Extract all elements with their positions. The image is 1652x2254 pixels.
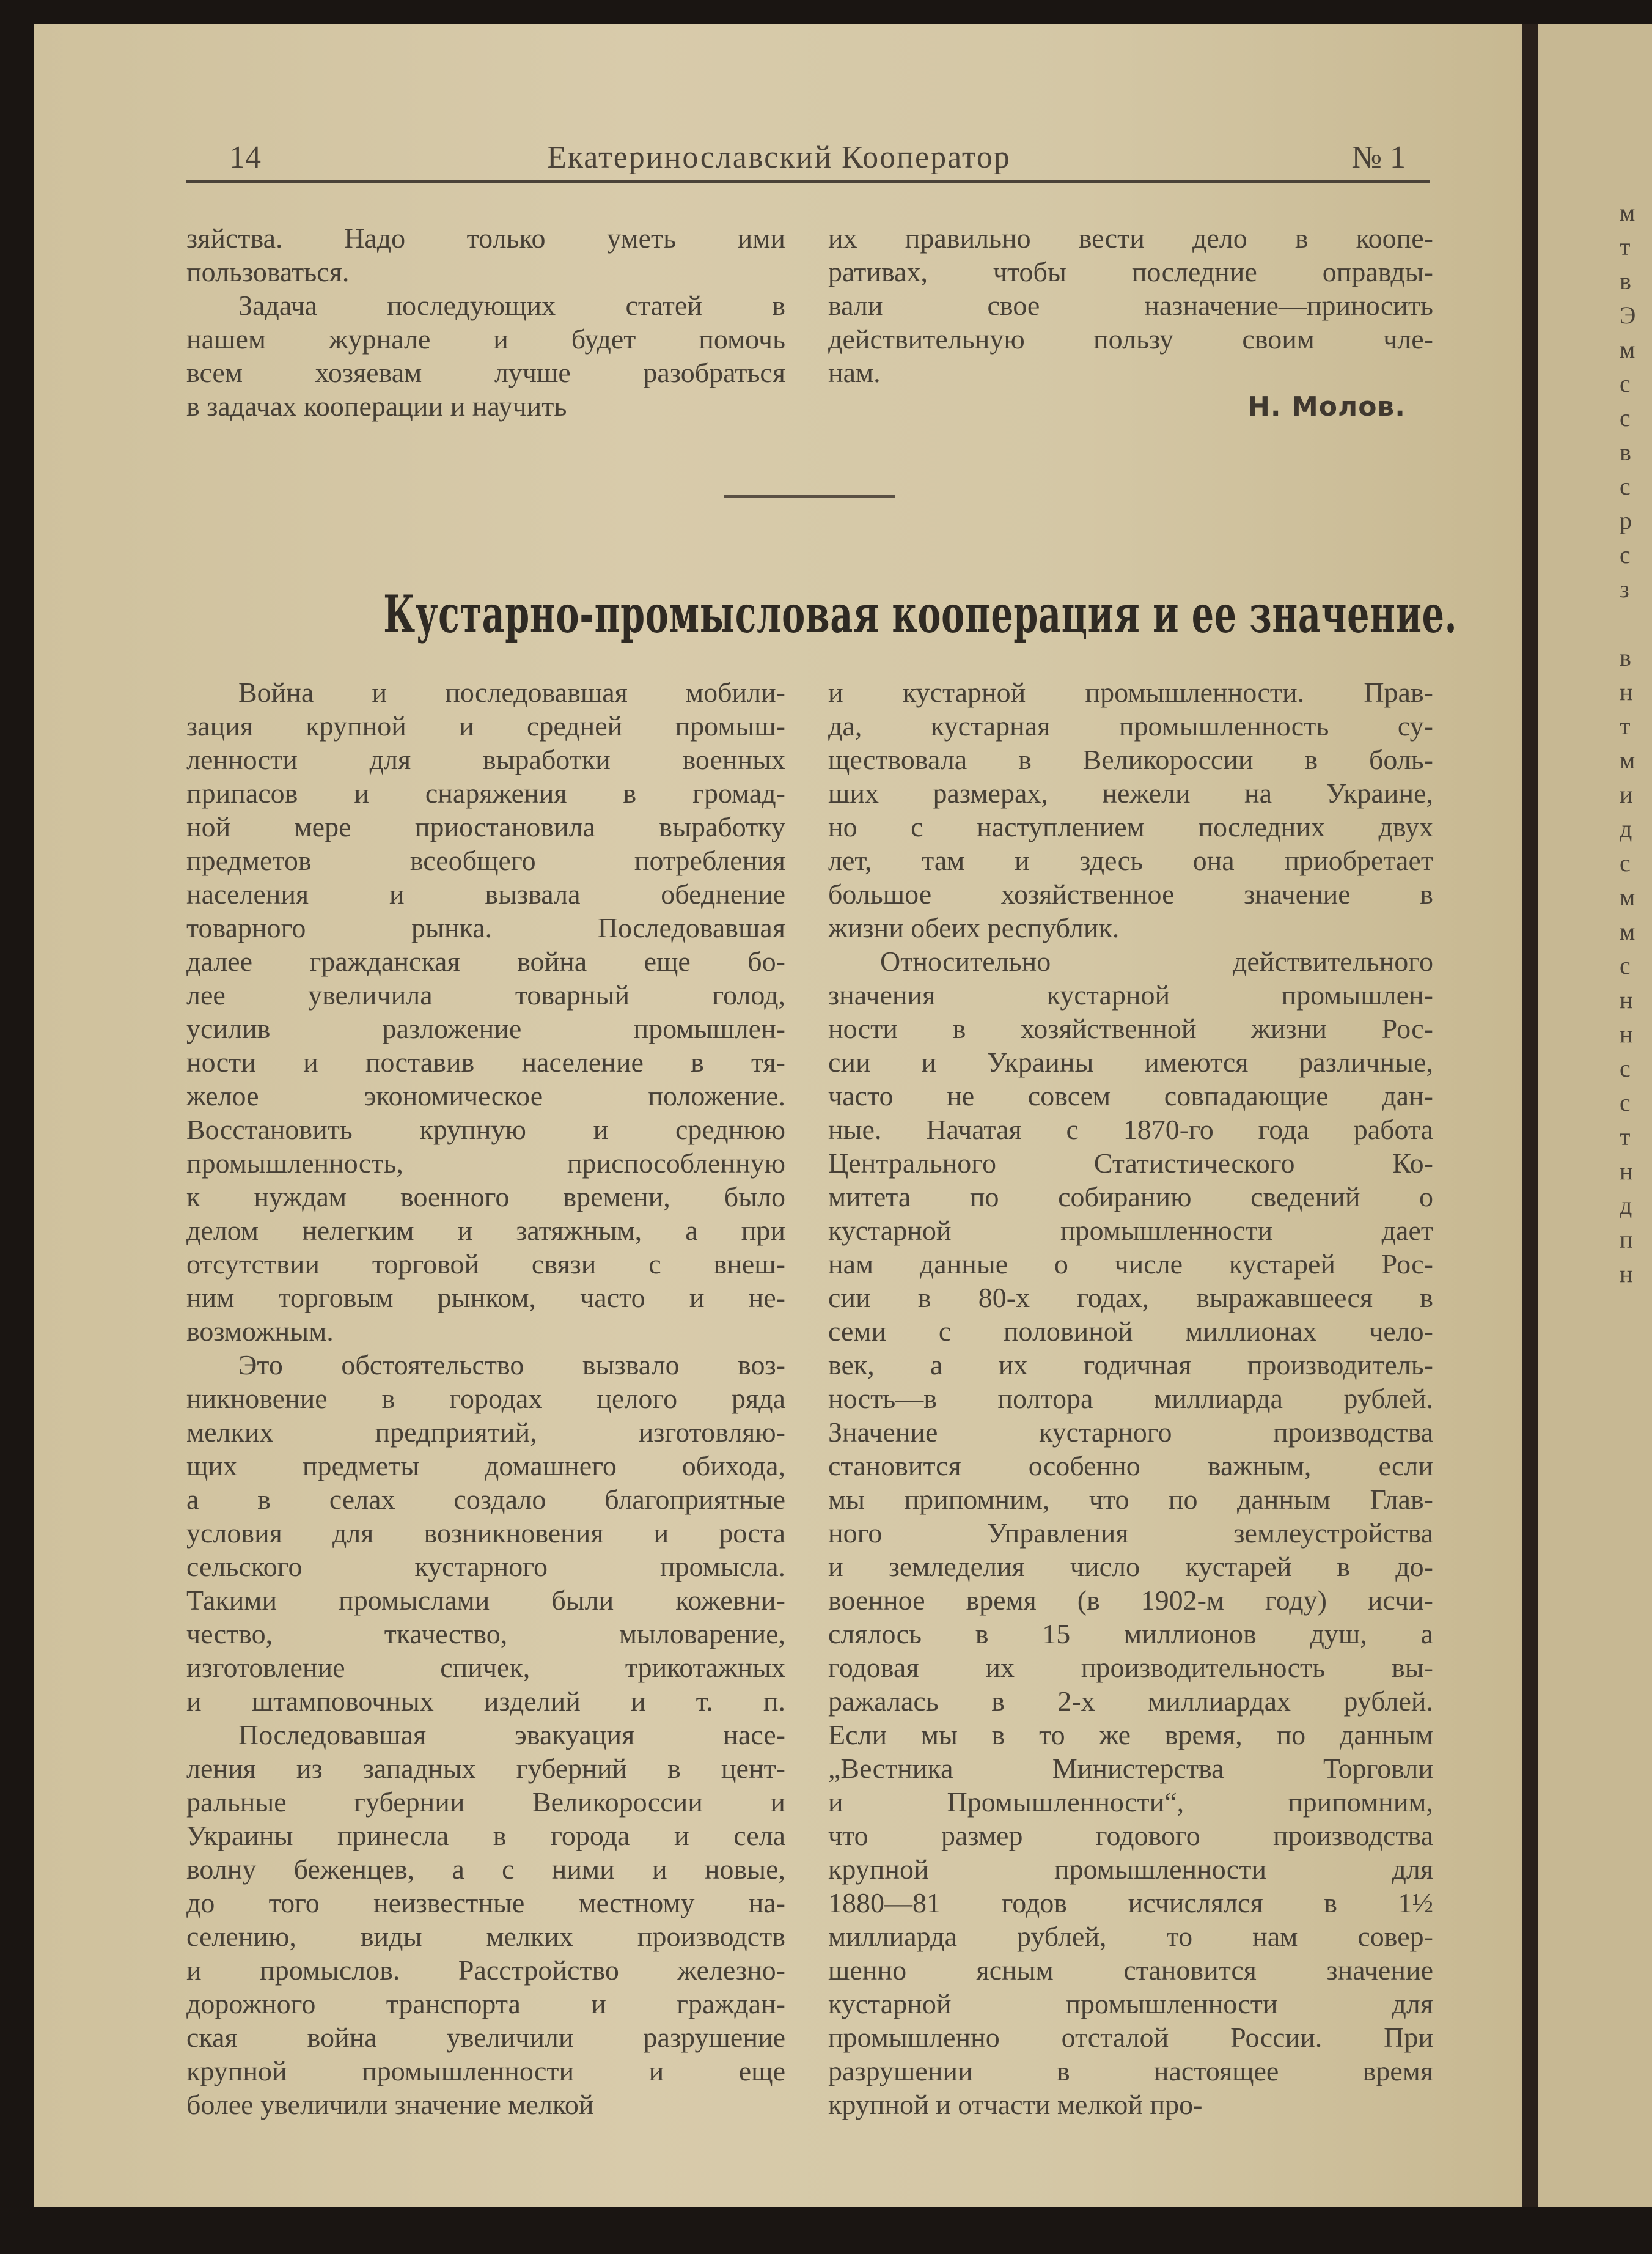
text-line: разрушении в настоящее время <box>828 2055 1433 2086</box>
edge-letter <box>1620 606 1644 641</box>
text-line: Последовавшая эвакуация насе- <box>238 1719 785 1750</box>
text-line: припасов и снаряжения в громад- <box>186 778 785 809</box>
text-line: ральные губернии Великороссии и <box>186 1786 785 1818</box>
text-line: годовая их производительность вы- <box>828 1652 1433 1683</box>
running-head <box>186 139 1430 182</box>
text-line: ного Управления землеустройства <box>828 1517 1433 1549</box>
text-line: слялось в 15 миллионов душ, а <box>828 1618 1433 1649</box>
text-line: пользоваться. <box>186 256 350 287</box>
section-divider <box>724 495 895 498</box>
edge-letter: д <box>1620 1191 1632 1219</box>
text-line: и кустарной промышленности. Прав- <box>828 677 1433 708</box>
edge-letter: с <box>1620 849 1631 877</box>
edge-letter: с <box>1620 404 1631 432</box>
text-line: миллиарда рублей, то нам совер- <box>828 1921 1433 1952</box>
text-line: делом нелегким и затяжным, а при <box>186 1215 785 1246</box>
edge-letter: с <box>1620 541 1631 569</box>
text-line: усилив разложение промышлен- <box>186 1013 785 1044</box>
prev-article-column-1 <box>186 221 785 423</box>
text-line: и штамповочных изделий и т. п. <box>186 1685 785 1717</box>
text-line: ним торговым рынком, часто и не- <box>186 1282 785 1313</box>
edge-letter: п <box>1620 1226 1633 1253</box>
text-line: ленности для выработки военных <box>186 744 785 775</box>
text-line: Значение кустарного производства <box>828 1416 1433 1448</box>
text-line: более увеличили значение мелкой <box>186 2089 594 2120</box>
edge-letter: з <box>1620 575 1629 603</box>
text-line: Война и последовавшая мобили- <box>238 677 785 708</box>
author-signature: Н. Молов. <box>1247 391 1406 422</box>
text-line: в задачах кооперации и научить <box>186 391 567 422</box>
text-line: вали свое назначение—приносить <box>828 290 1433 321</box>
edge-letter: Э <box>1620 301 1636 329</box>
text-line: шенно ясным становится значение <box>828 1954 1433 1986</box>
text-line: Центрального Статистического Ко- <box>828 1147 1433 1179</box>
text-line: ности в хозяйственной жизни Рос- <box>828 1013 1433 1044</box>
text-line: лее увеличила товарный голод, <box>186 979 785 1011</box>
text-line: 1880—81 годов исчислялся в 1½ <box>828 1887 1433 1918</box>
edge-letter: н <box>1620 1157 1633 1185</box>
text-line: Такими промыслами были кожевни- <box>186 1585 785 1616</box>
text-line: Это обстоятельство вызвало воз- <box>238 1349 785 1380</box>
text-line: мы припомним, что по данным Глав- <box>828 1484 1433 1515</box>
text-line: зация крупной и средней промыш- <box>186 710 785 742</box>
text-line: и промыслов. Расстройство железно- <box>186 1954 785 1986</box>
book-gutter <box>1522 24 1538 2207</box>
text-line: дорожного транспорта и граждан- <box>186 1988 785 2019</box>
edge-letter: в <box>1620 644 1631 671</box>
article-column-2 <box>828 676 1433 2121</box>
text-line: товарного рынка. Последовавшая <box>186 912 785 943</box>
edge-letter: н <box>1620 678 1633 705</box>
text-line: кустарной промышленности для <box>828 1988 1433 2019</box>
edge-letter: н <box>1620 1260 1633 1287</box>
text-line: изготовление спичек, трикотажных <box>186 1652 785 1683</box>
text-line: ности и поставив население в тя- <box>186 1047 785 1078</box>
text-line: большое хозяйственное значение в <box>828 878 1433 910</box>
header-rule <box>186 180 1430 183</box>
text-line: нам данные о числе кустарей Рос- <box>828 1248 1433 1280</box>
edge-letter: в <box>1620 438 1631 466</box>
text-line: Задача последующих статей в <box>238 290 785 321</box>
edge-letter: м <box>1620 336 1635 363</box>
text-line: ность—в полтора миллиарда рублей. <box>828 1383 1433 1414</box>
text-line: действительную пользу своим чле- <box>828 323 1433 355</box>
text-line: отсутствии торговой связи с внеш- <box>186 1248 785 1280</box>
text-line: селению, виды мелких производств <box>186 1921 785 1952</box>
prev-article-column-2 <box>828 221 1433 389</box>
text-line: нашем журнале и будет помочь <box>186 323 785 355</box>
edge-letter: т <box>1620 712 1631 740</box>
text-line: никновение в городах целого ряда <box>186 1383 785 1414</box>
text-line: да, кустарная промышленность су- <box>828 710 1433 742</box>
text-line: ществовала в Великороссии в боль- <box>828 744 1433 775</box>
text-line: ративах, чтобы последние оправды- <box>828 256 1433 287</box>
text-line: волну беженцев, а с ними и новые, <box>186 1854 785 1885</box>
text-line: мелких предприятий, изготовляю- <box>186 1416 785 1448</box>
edge-letter: в <box>1620 267 1631 295</box>
text-line: Если мы в то же время, по данным <box>828 1719 1433 1750</box>
page-number: 14 <box>229 140 261 175</box>
edge-letter: с <box>1620 370 1631 397</box>
text-line: населения и вызвала обеднение <box>186 878 785 910</box>
text-line: крупной промышленности и еще <box>186 2055 785 2086</box>
text-line: крупной промышленности для <box>828 1854 1433 1885</box>
text-line: сельского кустарного промысла. <box>186 1551 785 1582</box>
text-line: митета по собиранию сведений о <box>828 1181 1433 1212</box>
edge-letter: р <box>1620 507 1632 534</box>
text-line: промышленно отсталой России. При <box>828 2022 1433 2053</box>
text-line: возможным. <box>186 1316 334 1347</box>
edge-letter: м <box>1620 199 1635 226</box>
text-line: становится особенно важным, если <box>828 1450 1433 1481</box>
text-line: желое экономическое положение. <box>186 1080 785 1111</box>
edge-letter: с <box>1620 473 1631 500</box>
text-line: зяйства. Надо только уметь ими <box>186 223 785 254</box>
edge-letter: т <box>1620 233 1631 260</box>
text-line: ной мере приостановила выработку <box>186 811 785 842</box>
text-line: к нуждам военного времени, было <box>186 1181 785 1212</box>
article-column-1 <box>186 676 785 2121</box>
edge-letter: м <box>1620 883 1635 911</box>
text-line: что размер годового производства <box>828 1820 1433 1851</box>
text-line: сии в 80-х годах, выражавшееся в <box>828 1282 1433 1313</box>
text-line: ская война увеличили разрушение <box>186 2022 785 2053</box>
edge-letter: с <box>1620 1089 1631 1116</box>
text-line: Восстановить крупную и среднюю <box>186 1114 785 1145</box>
text-line: и Промышленности“, припомним, <box>828 1786 1433 1818</box>
text-line: век, а их годичная производитель- <box>828 1349 1433 1380</box>
edge-letter: и <box>1620 781 1633 808</box>
text-line: часто не совсем совпадающие дан- <box>828 1080 1433 1111</box>
text-line: далее гражданская война еще бо- <box>186 946 785 977</box>
text-line: значения кустарной промышлен- <box>828 979 1433 1011</box>
journal-title: Екатеринославский Кооператор <box>547 140 1011 175</box>
text-line: Относительно действительного <box>880 946 1433 977</box>
text-line: крупной и отчасти мелкой про- <box>828 2089 1203 2120</box>
edge-letter: д <box>1620 815 1632 842</box>
edge-letter: с <box>1620 1055 1631 1082</box>
text-line: ления из западных губерний в цент- <box>186 1753 785 1784</box>
issue-number: № 1 <box>1351 140 1406 175</box>
facing-page-text <box>1620 196 1644 1291</box>
text-line: промышленность, приспособленную <box>186 1147 785 1179</box>
text-line: чество, ткачество, мыловарение, <box>186 1618 785 1649</box>
text-line: военное время (в 1902-м году) исчи- <box>828 1585 1433 1616</box>
edge-letter: н <box>1620 986 1633 1014</box>
text-line: „Вестника Министерства Торговли <box>828 1753 1433 1784</box>
text-line: ших размерах, нежели на Украине, <box>828 778 1433 809</box>
text-line: всем хозяевам лучше разобраться <box>186 357 785 388</box>
text-line: кустарной промышленности дает <box>828 1215 1433 1246</box>
article-headline: Кустарно-промысловая кооперация и ее значение. <box>383 584 1458 644</box>
text-line: семи с половиной миллионах чело- <box>828 1316 1433 1347</box>
edge-letter: н <box>1620 1020 1633 1048</box>
text-line: нам. <box>828 357 881 388</box>
edge-letter: с <box>1620 952 1631 979</box>
text-line: а в селах создало благоприятные <box>186 1484 785 1515</box>
text-line: условия для возникновения и роста <box>186 1517 785 1549</box>
text-line: щих предметы домашнего обихода, <box>186 1450 785 1481</box>
text-line: ражалась в 2-х миллиардах рублей. <box>828 1685 1433 1717</box>
text-line: их правильно вести дело в коопе- <box>828 223 1433 254</box>
edge-letter: м <box>1620 746 1635 774</box>
text-line: сии и Украины имеются различные, <box>828 1047 1433 1078</box>
text-line: до того неизвестные местному на- <box>186 1887 785 1918</box>
text-line: но с наступлением последних двух <box>828 811 1433 842</box>
text-line: и земледелия число кустарей в до- <box>828 1551 1433 1582</box>
text-line: жизни обеих республик. <box>828 912 1120 943</box>
text-line: Украины принесла в города и села <box>186 1820 785 1851</box>
text-line: ные. Начатая с 1870-го года работа <box>828 1114 1433 1145</box>
edge-letter: м <box>1620 918 1635 945</box>
text-line: лет, там и здесь она приобретает <box>828 845 1433 876</box>
edge-letter: т <box>1620 1123 1631 1151</box>
text-line: предметов всеобщего потребления <box>186 845 785 876</box>
